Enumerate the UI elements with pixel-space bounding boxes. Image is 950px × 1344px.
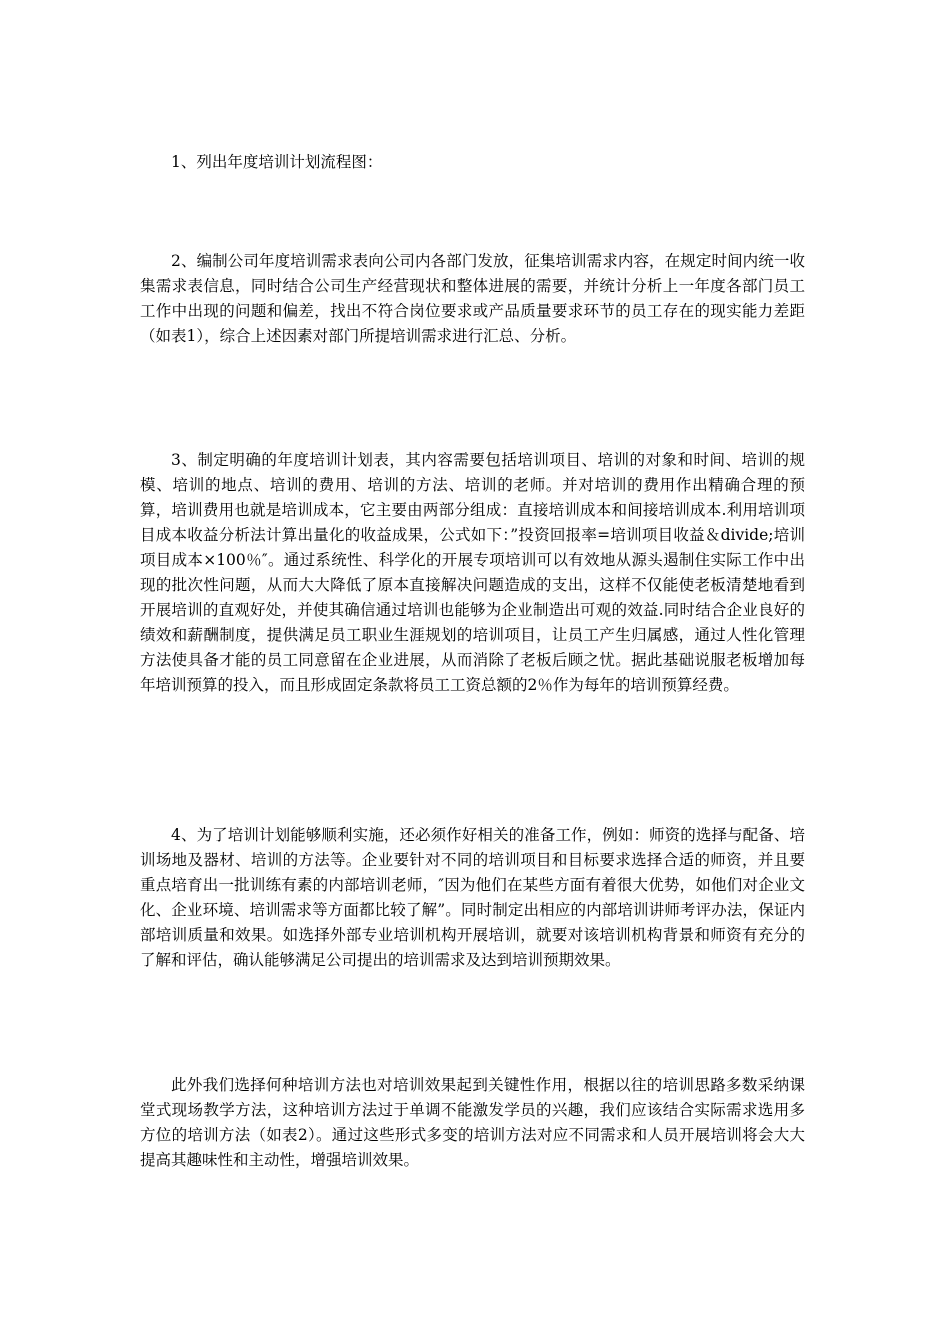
paragraph-2-training-needs: 2、编制公司年度培训需求表向公司内各部门发放，征集培训需求内容，在规定时间内统一收集需求表信息，同时结合公司生产经营现状和整体进展的需要，并统计分析上一年度各部门员工工作中出现的问题和偏差，找出不符合岗位要求或产品质量要求环节的员工存在的现实能力差距（如表1），综合上述因素对部门所提培训需求进行汇总、分析。 (140, 252, 805, 345)
paragraph-5-training-methods: 此外我们选择何种培训方法也对培训效果起到关键性作用，根据以往的培训思路多数采纳课堂式现场教学方法，这种培训方法过于单调不能激发学员的兴趣，我们应该结合实际需求选用多方位的培训方法（如表2）。通过这些形式多变的培训方法对应不同需求和人员开展培训将会大大提高其趣味性和主动性，增强培训效果。 (140, 1076, 805, 1169)
paragraph-4-preparation: 4、为了培训计划能够顺利实施，还必须作好相关的准备工作，例如：师资的选择与配备、培训场地及器材、培训的方法等。企业要针对不同的培训项目和目标要求选择合适的师资，并且要重点培育出一批训练有素的内部培训老师，″因为他们在某些方面有着很大优势，如他们对企业文化、企业环境、培训需求等方面都比较了解”。同时制定出相应的内部培训讲师考评办法，保证内部培训质量和效果。如选择外部专业培训机构开展培训，就要对该培训机构背景和师资有充分的了解和评估，确认能够满足公司提出的培训需求及达到培训预期效果。 (140, 826, 805, 969)
paragraph-1-flowchart-heading: 1、列出年度培训计划流程图： (171, 153, 383, 171)
paragraph-3-training-plan: 3、制定明确的年度培训计划表，其内容需要包括培训项目、培训的对象和时间、培训的规模、培训的地点、培训的费用、培训的方法、培训的老师。并对培训的费用作出精确合理的预算，培训费用也就是培训成本，它主要由两部分组成：直接培训成本和间接培训成本.利用培训项目成本收益分析法计算出量化的收益成果，公式如下：”投资回报率=培训项目收益＆divide;培训项目成本×100％″。通过系统性、科学化的开展专项培训可以有效地从源头遏制住实际工作中出现的批次性问题，从而大大降低了原本直接解决问题造成的支出，这样不仅能使老板清楚地看到开展培训的直观好处，并使其确信通过培训也能够为企业制造出可观的效益.同时结合企业良好的绩效和薪酬制度，提供满足员工职业生涯规划的培训项目，让员工产生归属感，通过人性化管理方法使具备才能的员工同意留在企业进展，从而消除了老板后顾之忧。据此基础说服老板增加每年培训预算的投入，而且形成固定条款将员工工资总额的2％作为每年的培训预算经费。 (140, 451, 805, 694)
